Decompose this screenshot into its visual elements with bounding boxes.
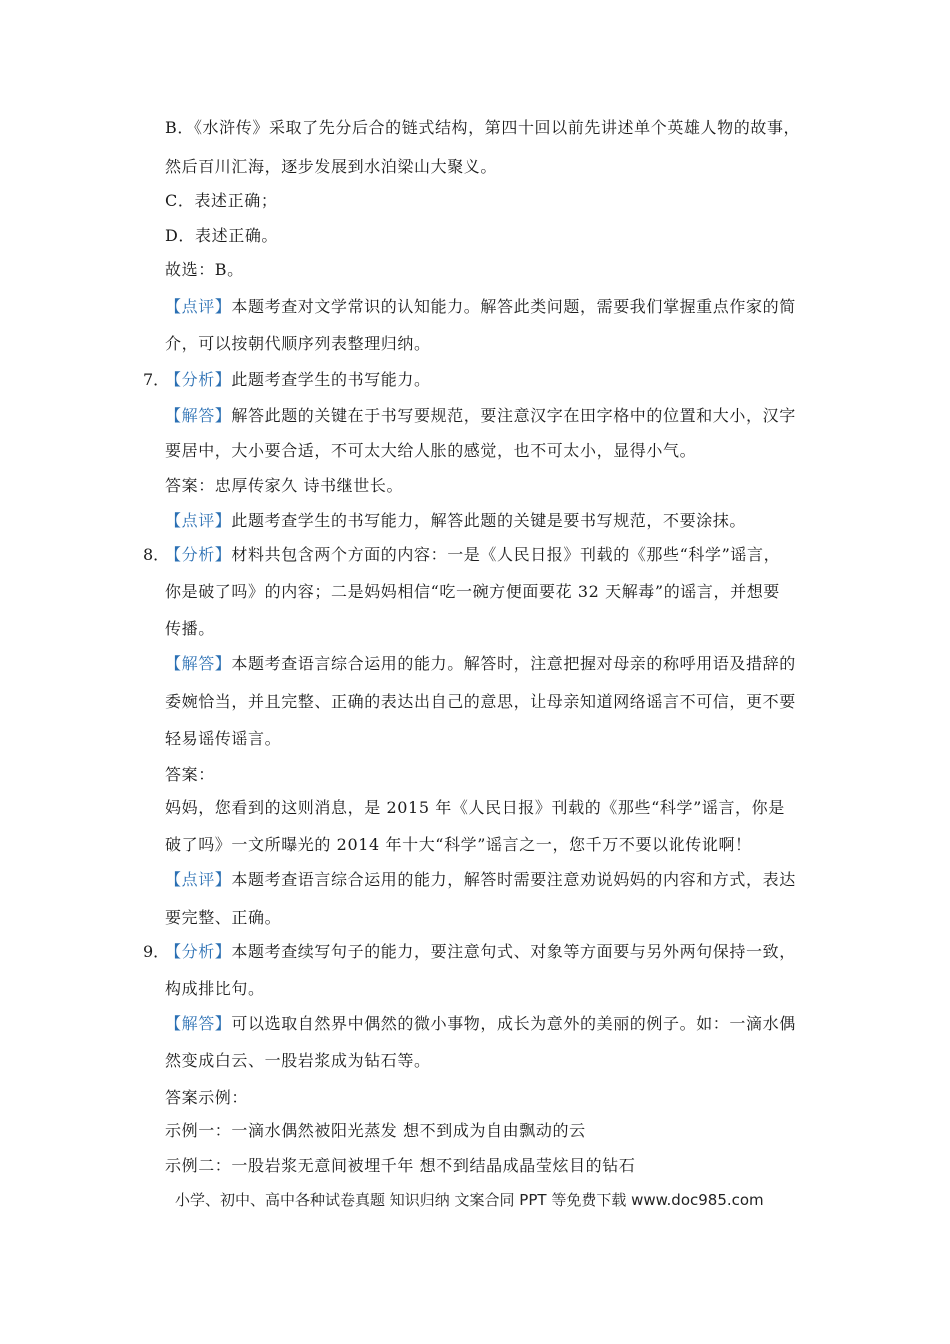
q9-answer: 【解答】可以选取自然界中偶然的微小事物，成长为意外的美丽的例子。如：一滴水偶 — [165, 1014, 796, 1033]
q8-answer-line3: 轻易谣传谣言。 — [165, 729, 282, 748]
q6-review-line2: 介，可以按朝代顺序列表整理归纳。 — [165, 334, 431, 353]
q9-number: 9． — [143, 942, 170, 961]
q9-example2: 示例二：一股岩浆无意间被埋千年 想不到结晶成晶莹炫目的钻石 — [165, 1156, 636, 1175]
q6-review: 【点评】本题考查对文学常识的认知能力。解答此类问题，需要我们掌握重点作家的简 — [165, 297, 796, 316]
analysis-tag: 【分析】 — [165, 942, 232, 961]
q7-answer-line2: 要居中，大小要合适，不可太大给人胀的感觉，也不可太小，显得小气。 — [165, 441, 697, 460]
q7-analysis: 【分析】此题考查学生的书写能力。 — [165, 370, 431, 389]
review-tag: 【点评】 — [165, 511, 232, 530]
q8-key-line1: 妈妈，您看到的这则消息，是 2015 年《人民日报》刊载的《那些“科学”谣言，你是 — [165, 798, 785, 817]
q9-analysis: 【分析】本题考查续写句子的能力，要注意句式、对象等方面要与另外两句保持一致， — [165, 942, 796, 961]
q8-number: 8． — [143, 545, 170, 564]
analysis-tag: 【分析】 — [165, 545, 232, 564]
q8-analysis-line2: 你是破了吗》的内容；二是妈妈相信“吃一碗方便面要花 32 天解毒”的谣言，并想要 — [165, 582, 780, 601]
answer-tag: 【解答】 — [165, 1014, 232, 1033]
analysis-tag: 【分析】 — [165, 370, 232, 389]
q8-answer: 【解答】本题考查语言综合运用的能力。解答时，注意把握对母亲的称呼用语及措辞的 — [165, 654, 796, 673]
q8-review-line2: 要完整、正确。 — [165, 908, 282, 927]
q7-answer: 【解答】解答此题的关键在于书写要规范，要注意汉字在田字格中的位置和大小，汉字 — [165, 406, 796, 425]
q8-analysis: 【分析】材料共包含两个方面的内容：一是《人民日报》刊载的《那些“科学”谣言， — [165, 545, 781, 564]
q7-key: 答案：忠厚传家久 诗书继世长。 — [165, 476, 404, 495]
q8-answer-line2: 委婉恰当，并且完整、正确的表达出自己的意思，让母亲知道网络谣言不可信，更不要 — [165, 692, 796, 711]
q7-number: 7． — [143, 370, 170, 389]
answer-tag: 【解答】 — [165, 654, 232, 673]
q9-analysis-line2: 构成排比句。 — [165, 979, 265, 998]
option-d: D．表述正确。 — [165, 226, 279, 245]
q8-analysis-line3: 传播。 — [165, 619, 215, 638]
q8-key-line2: 破了吗》一文所曝光的 2014 年十大“科学”谣言之一，您千万不要以讹传讹啊！ — [165, 835, 752, 854]
choice-result: 故选：B。 — [165, 260, 244, 279]
q9-example-label: 答案示例： — [165, 1088, 249, 1107]
review-tag: 【点评】 — [165, 870, 232, 889]
option-b-line2: 然后百川汇海，逐步发展到水泊梁山大聚义。 — [165, 157, 498, 176]
q7-review: 【点评】此题考查学生的书写能力，解答此题的关键是要书写规范，不要涂抹。 — [165, 511, 747, 530]
option-c: C．表述正确； — [165, 191, 278, 210]
option-b-line1: B．《水浒传》采取了先分后合的链式结构，第四十回以前先讲述单个英雄人物的故事， — [165, 118, 801, 137]
q9-answer-line2: 然变成白云、一股岩浆成为钻石等。 — [165, 1051, 431, 1070]
q8-review: 【点评】本题考查语言综合运用的能力，解答时需要注意劝说妈妈的内容和方式，表达 — [165, 870, 796, 889]
answer-tag: 【解答】 — [165, 406, 232, 425]
page-footer: 小学、初中、高中各种试卷真题 知识归纳 文案合同 PPT 等免费下载 www.doc985.com — [175, 1191, 764, 1209]
review-tag: 【点评】 — [165, 297, 232, 316]
q8-key-label: 答案： — [165, 765, 215, 784]
q9-example1: 示例一：一滴水偶然被阳光蒸发 想不到成为自由飘动的云 — [165, 1121, 586, 1140]
